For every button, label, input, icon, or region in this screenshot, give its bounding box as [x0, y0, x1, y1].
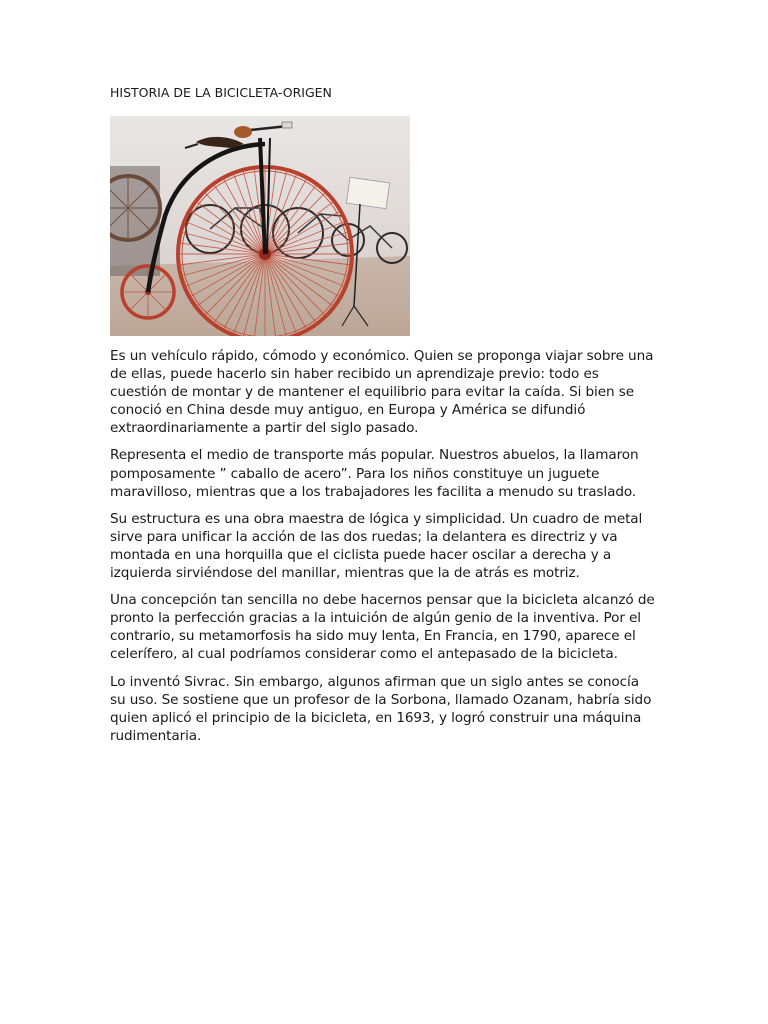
penny-farthing-photo — [110, 116, 410, 336]
paragraph-4: Una concepción tan sencilla no debe hacernos pensar que la bicicleta alcanzó de pronto la perfección gracias a la intuición de algún genio de la inventiva. Por el contrario, su metamorfosis ha sido muy lenta, En Francia, en 1790, aparece el celerífero, al cual podríamos considerar como el antepasado de la bicicleta. — [110, 592, 655, 663]
paragraph-5: Lo inventó Sivrac. Sin embargo, algunos afirman que un siglo antes se conocía su uso. Se sostiene que un profesor de la Sorbona, llamado Ozanam, habría sido quien aplicó el principio de la bicicleta, en 1693, y logró construir una máquina rudimentaria. — [110, 673, 652, 744]
paragraph-3: Su estructura es una obra maestra de lógica y simplicidad. Un cuadro de metal sirve para unificar la acción de las dos ruedas; la delantera es directriz y va montada en una horquilla que el ciclista puede hacer oscilar a derecha y a izquierda sirviéndose del manillar, mientras que la de atrás es motriz. — [110, 510, 643, 582]
document-title: HISTORIA DE LA BICICLETA-ORIGEN — [110, 85, 332, 100]
paragraph-1: Es un vehículo rápido, cómodo y económico. Quien se proponga viajar sobre una de ellas, puede hacerlo sin haber recibido un aprendizaje previo: todo es cuestión de montar y de mantener el equilibrio para evitar la caída. Si bien se conoció en China desde muy antiguo, en Europa y América se difundió extraordinariamente a partir del siglo pasado. — [110, 348, 654, 437]
document-body — [110, 347, 658, 754]
paragraph-2: Representa el medio de transporte más popular. Nuestros abuelos, la llamaron pomposamente ” caballo de acero”. Para los niños constituye un juguete maravilloso, mientras que a los trabajadores les facilita a menudo su traslado. — [110, 447, 639, 500]
